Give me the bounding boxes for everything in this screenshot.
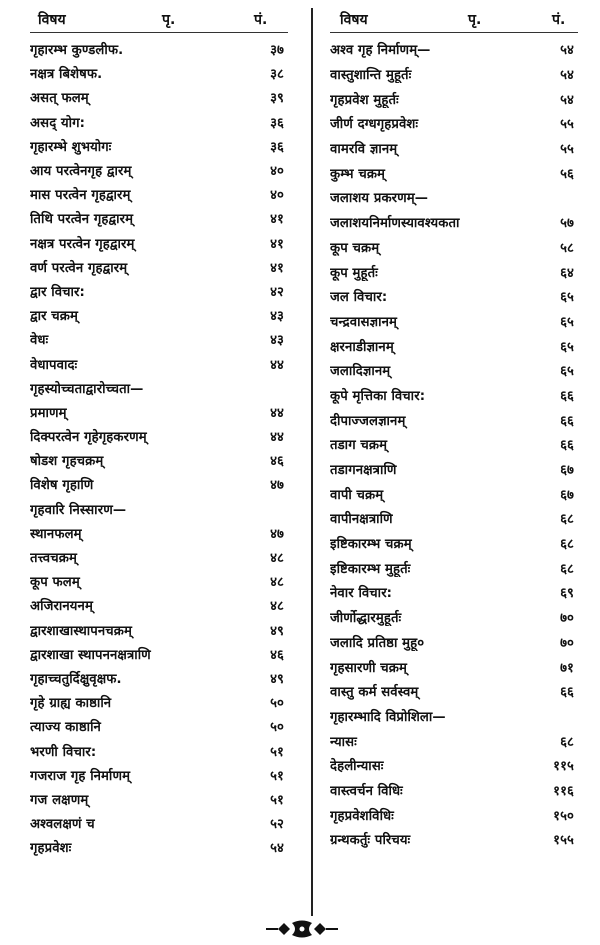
entry-number: ६६ [560,438,574,454]
toc-entry [330,383,578,408]
toc-entry [330,407,578,432]
entry-title: जलाशय प्रकरणम्— [330,191,429,207]
toc-entry [30,569,288,593]
toc-entry [330,728,578,753]
toc-entry [30,206,288,230]
entry-title: अश्वलक्षणं च [30,817,95,833]
line-header: पं. [254,12,268,28]
entry-title: नेवार विचार: [330,586,393,602]
toc-entry [30,85,288,109]
entry-number: ३७ [270,43,284,59]
toc-entry [330,630,578,655]
toc-entry [330,37,578,62]
entry-title: कूप चक्रम् [330,240,380,256]
entry-title: भरणी विचार: [30,744,97,760]
toc-entry [330,778,578,803]
toc-entry [30,497,288,521]
entry-number: ४१ [270,260,284,276]
ornament-icon [264,919,340,939]
toc-entry [330,62,578,87]
toc-entry [30,714,288,738]
entry-number: ४१ [270,212,284,228]
toc-entry [30,255,288,279]
entry-number: ५४ [560,43,574,59]
entry-number: ४६ [270,454,284,470]
entry-number: ५२ [270,817,284,833]
toc-entry [330,432,578,457]
entry-title: दीपाज्जलज्ञानम् [330,413,406,429]
entry-title: अजिरानयनम् [30,599,93,615]
entry-title: गृहप्रवेश मुहूर्तः [330,92,399,108]
entry-title: गृहारम्भादि विप्रोशिला— [330,709,446,725]
entry-title: गृहे ग्राह्य काष्ठानि [30,696,112,712]
entry-title: तिथि परत्वेन गृहद्वारम् [30,212,134,228]
entry-number: ४० [270,188,284,204]
entry-number: ५८ [560,240,574,256]
entry-number: ५१ [270,792,284,808]
entry-title: गृहाच्चतुर्दिक्षुवृक्षफ. [30,671,122,687]
entry-title: द्वार विचार: [30,284,85,300]
entry-title: गृहारम्भे शुभयोगः [30,139,112,155]
entry-title: जल विचार: [330,290,388,306]
toc-entry [330,802,578,827]
entry-number: ६४ [560,265,574,281]
entry-title: द्वारशाखा स्थापननक्षत्राणि [30,647,151,663]
toc-entry [30,666,288,690]
entry-title: गृहस्योच्चताद्वारोच्चता— [30,381,144,397]
entry-number: ४४ [270,430,284,446]
entry-title: देहलीन्यासः [330,759,384,775]
entry-title: अश्व गृह निर्माणम्— [330,43,431,59]
entry-title: तत्त्वचक्रम् [30,551,77,567]
entry-title: चन्द्रवासज्ञानम् [330,314,397,330]
toc-entry [30,787,288,811]
toc-entry [330,160,578,185]
toc-entry [30,593,288,617]
entry-number: ५० [270,720,284,736]
toc-entry [330,309,578,334]
page-header: पृ. [468,12,482,28]
entry-number: ५४ [560,68,574,84]
entry-number: ४३ [270,309,284,325]
toc-entry [30,134,288,158]
toc-entry [330,506,578,531]
entry-title: असद् योग: [30,115,86,131]
subject-header: विषय [38,12,66,28]
entry-number: ६७ [560,463,574,479]
entry-number: ४९ [270,623,284,639]
entry-number: ७१ [560,660,574,676]
entry-number: ४३ [270,333,284,349]
left-entry-list [30,37,288,859]
toc-entry [330,555,578,580]
toc-entry [330,457,578,482]
column-divider [311,8,313,916]
toc-entry [30,690,288,714]
entry-number: ११६ [553,783,574,799]
entry-number: १५५ [553,833,574,849]
entry-number: ६८ [560,512,574,528]
entry-title: नक्षत्र परत्वेन गृहद्वारम् [30,236,135,252]
entry-title: तडागनक्षत्राणि [330,463,397,479]
toc-entry [30,738,288,762]
toc-entry [30,158,288,182]
entry-title: षोडश गृहचक्रम् [30,454,104,470]
toc-entry [30,400,288,424]
entry-title: मास परत्वेन गृहद्वारम् [30,188,131,204]
toc-entry [330,235,578,260]
entry-title: विशेष गृहाणि [30,478,94,494]
line-header: पं. [552,12,566,28]
entry-number: ४४ [270,405,284,421]
entry-title: गृहवारि निस्सारण— [30,502,127,518]
entry-title: नक्षत्र बिशेषफ. [30,67,103,83]
entry-number: ६५ [560,290,574,306]
toc-entry [330,259,578,284]
entry-title: ग्रन्थकर्तुः परिचयः [330,833,411,849]
toc-entry [330,580,578,605]
entry-title: गज लक्षणम् [30,792,89,808]
entry-number: ४६ [270,647,284,663]
toc-entry [30,835,288,859]
toc-entry [30,376,288,400]
toc-entry [30,642,288,666]
entry-title: कुम्भ चक्रम् [330,166,386,182]
toc-entry [30,545,288,569]
entry-number: ५१ [270,768,284,784]
right-column-header [330,6,578,32]
entry-title: गृहसारणी चक्रम् [330,660,407,676]
toc-entry [330,531,578,556]
entry-title: गृहप्रवेशविधिः [330,808,394,824]
entry-title: असत् फलम् [30,91,89,107]
entry-number: ४९ [270,671,284,687]
entry-number: ६८ [560,561,574,577]
toc-entry [330,679,578,704]
entry-number: ४२ [270,284,284,300]
toc-entry [30,763,288,787]
toc-entry [30,37,288,61]
entry-number: ६८ [560,734,574,750]
toc-entry [330,605,578,630]
entry-title: न्यासः [330,734,357,750]
entry-number: ५६ [560,166,574,182]
entry-title: जीर्ण दग्धगृहप्रवेशः [330,117,419,133]
page-header: पृ. [162,12,176,28]
entry-number: ५१ [270,744,284,760]
entry-number: ६७ [560,487,574,503]
entry-number: ५४ [270,841,284,857]
entry-title: वामरवि ज्ञानम् [330,142,398,158]
entry-number: ११५ [553,759,574,775]
entry-title: जलादि प्रतिष्ठा मुहू० [330,635,425,651]
entry-title: जलाशयनिर्माणस्यावश्यकता [330,216,460,232]
toc-entry [330,86,578,111]
entry-number: ४७ [270,478,284,494]
entry-title: तडाग चक्रम् [330,438,388,454]
entry-number: १५० [553,808,574,824]
entry-title: इष्टिकारम्भ मुहूर्तः [330,561,411,577]
entry-title: द्वार चक्रम् [30,309,78,325]
entry-number: ४१ [270,236,284,252]
entry-number: ६५ [560,364,574,380]
toc-entry [30,351,288,375]
toc-entry [330,358,578,383]
toc-entry [330,210,578,235]
header-rule [30,32,288,33]
toc-entry [330,284,578,309]
entry-title: त्याज्य काष्ठानि [30,720,101,736]
entry-title: गृहप्रवेशः [30,841,72,857]
toc-entry [30,472,288,496]
header-rule [330,32,578,33]
toc-entry [330,185,578,210]
entry-title: आय परत्वेनगृह द्वारम् [30,164,132,180]
entry-title: इष्टिकारम्भ चक्रम् [330,537,412,553]
entry-title: वास्तुशान्ति मुहूर्तः [330,68,412,84]
entry-title: वर्ण परत्वेन गृहद्वारम् [30,260,128,276]
entry-title: वेधापवादः [30,357,78,373]
toc-entry [330,136,578,161]
entry-number: ५५ [560,117,574,133]
entry-title: कूप फलम् [30,575,80,591]
toc-entry [330,753,578,778]
entry-number: ६५ [560,314,574,330]
entry-number: ६६ [560,413,574,429]
entry-title: क्षरनाडीज्ञानम् [330,339,394,355]
entry-title: कूप मुहूर्तः [330,265,378,281]
entry-number: ६६ [560,388,574,404]
right-column [330,6,578,852]
toc-entry [30,303,288,327]
entry-number: ४० [270,164,284,180]
right-entry-list [330,37,578,852]
entry-number: ३६ [270,115,284,131]
entry-title: जलादिज्ञानम् [330,364,391,380]
entry-title: वेधः [30,333,49,349]
left-column-header [30,6,288,32]
entry-title: वास्तु कर्म सर्वस्वम् [330,685,419,701]
entry-title: वास्त्वर्चन विधिः [330,783,403,799]
entry-title: गजराज गृह निर्माणम् [30,768,131,784]
entry-number: ४८ [270,551,284,567]
entry-title: वापी चक्रम् [330,487,384,503]
entry-title: स्थानफलम् [30,526,82,542]
toc-entry [30,182,288,206]
entry-title: कूपे मृत्तिका विचार: [330,388,426,404]
toc-entry [330,111,578,136]
entry-number: ६६ [560,685,574,701]
entry-number: ६९ [560,586,574,602]
entry-number: ३६ [270,139,284,155]
entry-number: ७० [560,611,574,627]
toc-entry [330,481,578,506]
toc-entry [30,424,288,448]
entry-number: ४८ [270,599,284,615]
entry-number: ७० [560,635,574,651]
toc-entry [30,279,288,303]
entry-number: ५० [270,696,284,712]
entry-title: दिक्परत्वेन गृहेगृहकरणम् [30,430,147,446]
toc-entry [330,704,578,729]
entry-number: ६५ [560,339,574,355]
entry-title: प्रमाणम् [30,405,67,421]
toc-entry [30,231,288,255]
toc-entry [30,327,288,351]
entry-title: जीर्णोद्धारमुहूर्तः [330,611,402,627]
left-column [30,6,288,859]
entry-number: ३८ [270,67,284,83]
entry-number: ५४ [560,92,574,108]
toc-entry [30,448,288,472]
entry-title: गृहारम्भ कुण्डलीफ. [30,43,124,59]
toc-entry [30,110,288,134]
entry-number: ३९ [270,91,284,107]
subject-header: विषय [340,12,368,28]
entry-title: वापीनक्षत्राणि [330,512,393,528]
entry-number: ४७ [270,526,284,542]
entry-number: ४८ [270,575,284,591]
toc-entry [30,618,288,642]
entry-title: द्वारशाखास्थापनचक्रम् [30,623,132,639]
entry-number: ५७ [560,216,574,232]
entry-number: ६८ [560,537,574,553]
toc-entry [30,811,288,835]
entry-number: ५५ [560,142,574,158]
toc-entry [30,521,288,545]
entry-number: ४४ [270,357,284,373]
toc-entry [330,333,578,358]
toc-entry [30,61,288,85]
toc-entry [330,827,578,852]
toc-entry [330,654,578,679]
